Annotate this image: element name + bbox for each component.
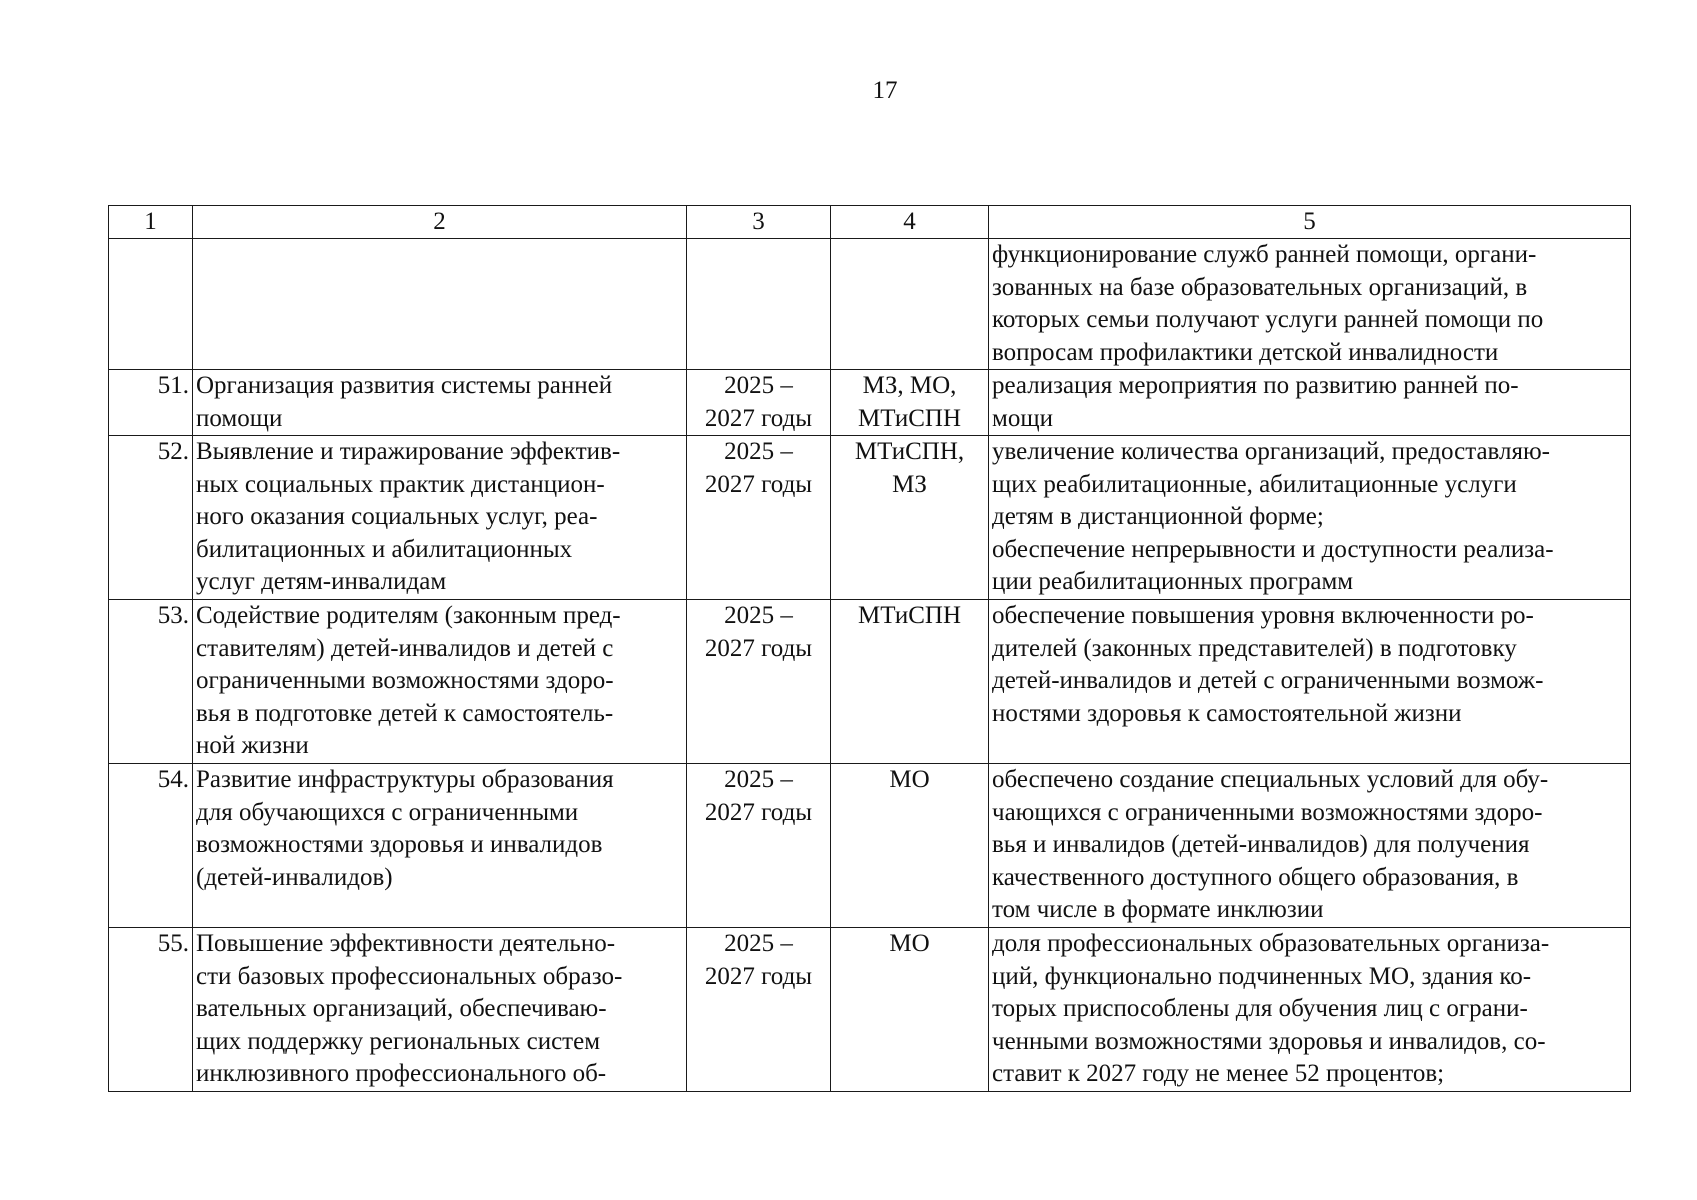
result-line: дителей (законных представителей) в подготовку — [992, 634, 1517, 662]
responsible-line: МЗ, МО, — [862, 372, 957, 399]
header-col-2: 2 — [193, 206, 687, 239]
header-col-3: 3 — [687, 206, 831, 239]
term-line: 2027 годы — [704, 470, 813, 498]
table-row — [109, 436, 1631, 600]
name-line: инклюзивного профессионального об- — [196, 1060, 607, 1087]
result-line: ций, функционально подчиненных МО, здания ко- — [992, 962, 1532, 990]
result-line: ченными возможностями здоровья и инвалидов, со- — [992, 1027, 1546, 1055]
name-line: для обучающихся с ограниченными — [196, 798, 579, 826]
result-line: щих реабилитационные, абилитационные услуги — [992, 470, 1517, 498]
name-line: ного оказания социальных услуг, реа- — [196, 503, 598, 530]
name-line: щих поддержку региональных систем — [196, 1027, 601, 1055]
header-col-4: 4 — [831, 206, 989, 239]
term-line: 2027 годы — [704, 634, 813, 662]
row-number: 53. — [109, 600, 193, 764]
measure-term — [687, 764, 831, 928]
result-line: увеличение количества организаций, предоставляю- — [992, 438, 1550, 465]
measure-responsible — [831, 764, 989, 928]
result-line: ции реабилитационных программ — [992, 568, 1354, 595]
measures-table — [108, 205, 1631, 1092]
result-line: чающихся с ограниченными возможностями здоро- — [992, 798, 1543, 826]
name-line: услуг детям-инвалидам — [196, 568, 447, 595]
measure-name — [193, 436, 687, 600]
result-line: обеспечение непрерывности и доступности реализа- — [992, 535, 1554, 563]
name-line: вья в подготовке детей к самостоятель- — [196, 699, 614, 727]
table-row — [109, 928, 1631, 1092]
measure-term — [687, 928, 831, 1092]
result-line: том числе в формате инклюзии — [992, 896, 1324, 923]
measure-result — [989, 600, 1631, 764]
page-number: 17 — [872, 77, 898, 104]
term-line: 2025 – — [724, 438, 793, 465]
measure-result — [989, 764, 1631, 928]
measure-responsible — [831, 370, 989, 436]
measure-responsible — [831, 239, 989, 370]
measure-result — [989, 370, 1631, 436]
result-line: доля профессиональных образовательных организа- — [992, 930, 1550, 957]
name-line: Организация развития системы ранней — [196, 372, 613, 399]
name-line: Выявление и тиражирование эффектив- — [196, 438, 621, 465]
responsible-line: МЗ — [892, 470, 927, 498]
measure-result — [989, 239, 1631, 370]
table-row — [109, 764, 1631, 928]
row-number: 51. — [109, 370, 193, 436]
term-line: 2025 – — [724, 372, 793, 399]
responsible-line: МТиСПН, — [854, 438, 965, 465]
measure-result — [989, 436, 1631, 600]
result-line: реализация мероприятия по развитию ранней по- — [992, 372, 1519, 399]
name-line: ных социальных практик дистанцион- — [196, 470, 605, 498]
name-line: ставителям) детей-инвалидов и детей с — [196, 634, 614, 662]
result-line: которых семьи получают услуги ранней помощи по — [992, 306, 1544, 333]
header-col-5: 5 — [989, 206, 1631, 239]
result-line: зованных на базе образовательных организаций, в — [992, 273, 1528, 301]
term-line: 2025 – — [724, 602, 793, 629]
measure-name — [193, 239, 687, 370]
row-number: 52. — [109, 436, 193, 600]
result-line: ностями здоровья к самостоятельной жизни — [992, 699, 1462, 727]
result-line: обеспечение повышения уровня включенности ро- — [992, 602, 1534, 629]
name-line: возможностями здоровья и инвалидов — [196, 831, 603, 858]
measure-name — [193, 600, 687, 764]
name-line: сти базовых профессиональных образо- — [196, 962, 623, 990]
table-row — [109, 600, 1631, 764]
term-line: 2025 – — [724, 930, 793, 957]
term-line: 2027 годы — [704, 962, 813, 990]
responsible-line: МТиСПН — [857, 404, 962, 432]
measure-term — [687, 370, 831, 436]
name-line: Содействие родителям (законным пред- — [196, 602, 621, 629]
responsible-line: МО — [889, 766, 930, 793]
measure-name — [193, 928, 687, 1092]
term-line: 2027 годы — [704, 798, 813, 826]
result-line: торых приспособлены для обучения лиц с ограни- — [992, 995, 1528, 1022]
term-line: 2027 годы — [704, 404, 813, 432]
measure-responsible — [831, 436, 989, 600]
measure-responsible — [831, 600, 989, 764]
name-line: ограниченными возможностями здоро- — [196, 667, 614, 694]
name-line: вательных организаций, обеспечиваю- — [196, 995, 607, 1022]
header-col-1: 1 — [109, 206, 193, 239]
table-header-row — [109, 206, 1631, 239]
measure-term — [687, 436, 831, 600]
name-line: билитационных и абилитационных — [196, 535, 573, 563]
measure-name — [193, 764, 687, 928]
name-line: ной жизни — [196, 732, 309, 759]
term-line: 2025 – — [724, 766, 793, 793]
row-number: 55. — [109, 928, 193, 1092]
result-line: ставит к 2027 году не менее 52 процентов; — [992, 1060, 1445, 1087]
result-line: качественного доступного общего образования, в — [992, 863, 1519, 891]
row-number: 54. — [109, 764, 193, 928]
result-line: обеспечено создание специальных условий для обу- — [992, 766, 1549, 793]
name-line: Развитие инфраструктуры образования — [196, 766, 614, 793]
measure-name — [193, 370, 687, 436]
table-row — [109, 239, 1631, 370]
table-body — [109, 239, 1631, 1092]
result-line: детям в дистанционной форме; — [992, 503, 1324, 530]
result-line: мощи — [992, 404, 1053, 432]
row-number — [109, 239, 193, 370]
responsible-line: МО — [889, 930, 930, 957]
measure-responsible — [831, 928, 989, 1092]
name-line: помощи — [196, 404, 283, 432]
result-line: вопросам профилактики детской инвалидности — [992, 338, 1499, 366]
name-line: Повышение эффективности деятельно- — [196, 930, 616, 957]
measure-term — [687, 600, 831, 764]
result-line: вья и инвалидов (детей-инвалидов) для получения — [992, 831, 1530, 858]
measure-term — [687, 239, 831, 370]
name-line: (детей-инвалидов) — [196, 863, 393, 891]
result-line: функционирование служб ранней помощи, органи- — [992, 241, 1537, 268]
responsible-line: МТиСПН — [857, 602, 962, 629]
table-row — [109, 370, 1631, 436]
result-line: детей-инвалидов и детей с ограниченными возмож- — [992, 667, 1544, 694]
measure-result — [989, 928, 1631, 1092]
